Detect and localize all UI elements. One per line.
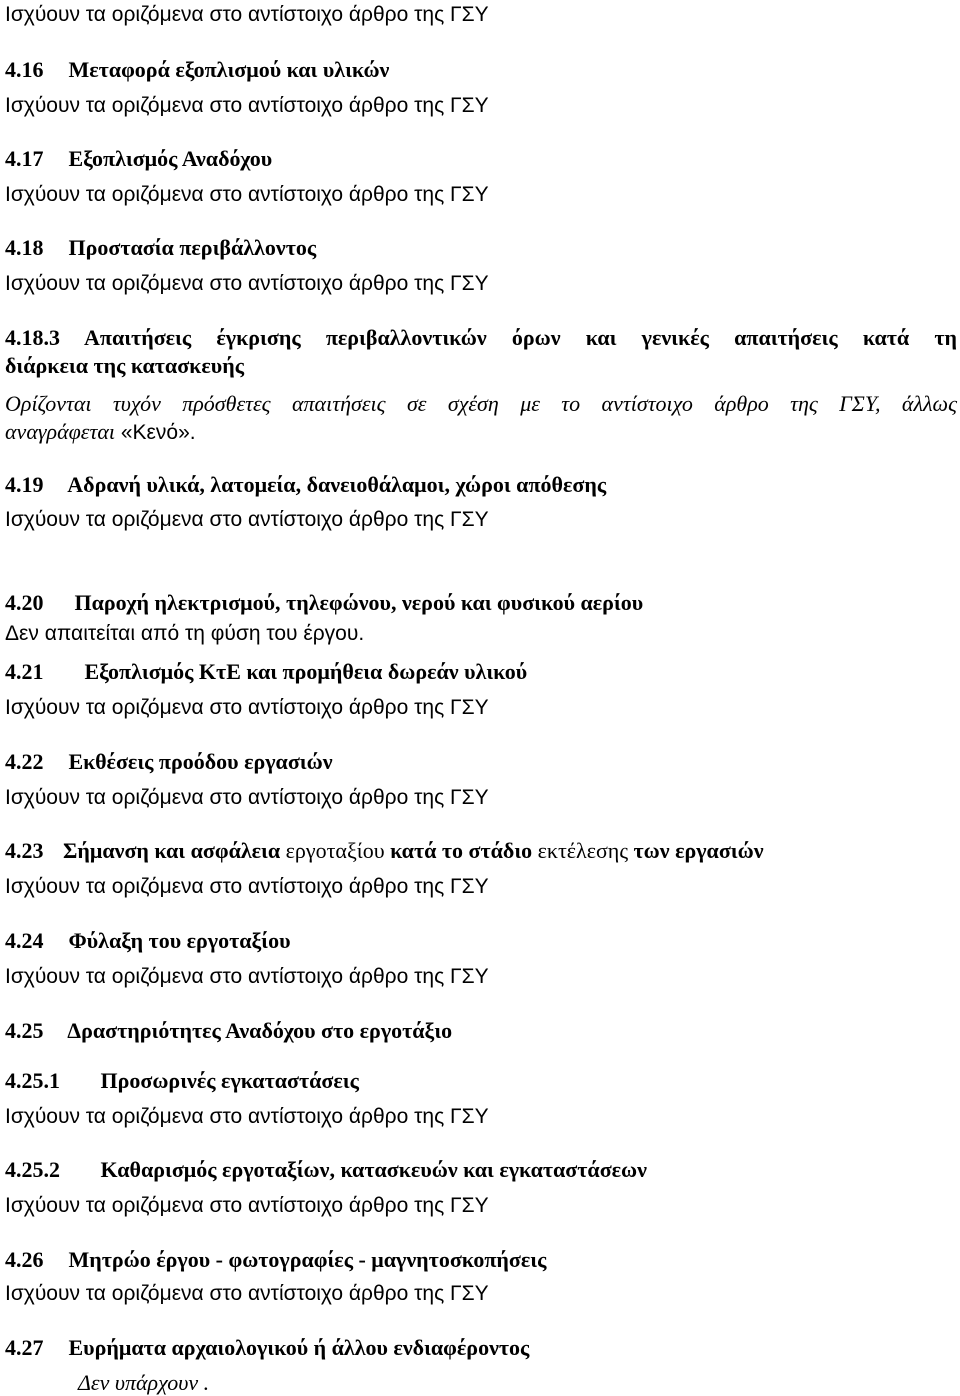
standard-text: Ισχύουν τα οριζόμενα στο αντίστοιχο άρθρο της ΓΣΥ: [5, 1282, 489, 1305]
section-title: Παροχή ηλεκτρισμού, τηλεφώνου, νερού και φυσικού αερίου: [74, 590, 644, 615]
section-heading-4-22: [5, 749, 333, 775]
section-heading-4-26: [5, 1247, 546, 1273]
section-heading-4-16: [5, 57, 389, 83]
section-number: 4.25.1: [5, 1068, 60, 1093]
section-number: 4.25.2: [5, 1157, 60, 1182]
section-title: Μεταφορά εξοπλισμού και υλικών: [68, 57, 390, 82]
section-title: Εξοπλισμός ΚτΕ και προμήθεια δωρεάν υλικού: [84, 659, 528, 684]
section-number: 4.17: [5, 146, 44, 171]
section-title-line-1: Απαιτήσεις έγκρισης περιβαλλοντικών όρων και γενικές απαιτήσεις κατά τη: [84, 325, 957, 350]
section-title-part: των εργασιών: [633, 838, 764, 863]
standard-text: Ισχύουν τα οριζόμενα στο αντίστοιχο άρθρο της ΓΣΥ: [5, 1194, 489, 1217]
standard-text: Ισχύουν τα οριζόμενα στο αντίστοιχο άρθρο της ΓΣΥ: [5, 786, 489, 809]
section-title-part: εργοταξίου: [280, 838, 391, 863]
section-number: 4.23: [5, 838, 44, 863]
section-number: 4.16: [5, 57, 44, 82]
section-heading-4-20: [5, 590, 643, 616]
section-number: 4.25: [5, 1018, 44, 1043]
section-title: Προστασία περιβάλλοντος: [68, 235, 317, 260]
section-title: Αδρανή υλικά, λατομεία, δανειοθάλαμοι, χώροι απόθεσης: [67, 472, 607, 497]
section-heading-4-17: [5, 146, 272, 172]
standard-text: Ισχύουν τα οριζόμενα στο αντίστοιχο άρθρο της ΓΣΥ: [5, 1105, 489, 1128]
section-number: 4.22: [5, 749, 44, 774]
section-heading-4-27: [5, 1335, 529, 1361]
section-heading-4-19: [5, 472, 606, 498]
section-heading-4-23: [5, 838, 764, 864]
section-title: Δραστηριότητες Αναδόχου στο εργοτάξιο: [67, 1018, 453, 1043]
section-note-line-2: [5, 419, 196, 446]
section-title-part: κατά το στάδιο: [390, 838, 533, 863]
section-title: Ευρήματα αρχαιολογικού ή άλλου ενδιαφέροντος: [68, 1335, 530, 1360]
section-title: Μητρώο έργου - φωτογραφίες - μαγνητοσκοπήσεις: [68, 1247, 547, 1272]
standard-text: Ισχύουν τα οριζόμενα στο αντίστοιχο άρθρο της ΓΣΥ: [5, 183, 489, 206]
section-text: Δεν απαιτείται από τη φύση του έργου.: [5, 622, 365, 645]
section-title-line-2: διάρκεια της κατασκευής: [5, 353, 244, 378]
section-number: 4.21: [5, 659, 44, 684]
section-title: Καθαρισμός εργοταξίων, κατασκευών και εγκαταστάσεων: [100, 1157, 647, 1182]
section-heading-4-18: [5, 235, 316, 261]
section-title-part: Σήμανση και ασφάλεια: [63, 838, 281, 863]
section-heading-4-25-1: [5, 1068, 359, 1094]
section-number: 4.18: [5, 235, 44, 260]
section-note-line-1: Ορίζονται τυχόν πρόσθετες απαιτήσεις σε σχέση με το αντίστοιχο άρθρο της ΓΣΥ, άλλως: [5, 391, 957, 416]
section-title: Εκθέσεις προόδου εργασιών: [68, 749, 333, 774]
section-title: Φύλαξη του εργοταξίου: [68, 928, 291, 953]
section-title-part: εκτέλεσης: [532, 838, 634, 863]
section-heading-4-25-2: [5, 1157, 647, 1183]
section-number: 4.19: [5, 472, 44, 497]
section-number: 4.24: [5, 928, 44, 953]
standard-text: Ισχύουν τα οριζόμενα στο αντίστοιχο άρθρο της ΓΣΥ: [5, 965, 489, 988]
section-number: 4.26: [5, 1247, 44, 1272]
section-number: 4.18.3: [5, 325, 60, 350]
section-text: Δεν υπάρχουν .: [78, 1370, 210, 1395]
section-heading-4-18-3: [5, 325, 957, 351]
section-title: Προσωρινές εγκαταστάσεις: [100, 1068, 359, 1093]
standard-text: Ισχύουν τα οριζόμενα στο αντίστοιχο άρθρο της ΓΣΥ: [5, 696, 489, 719]
section-title: Εξοπλισμός Αναδόχου: [68, 146, 273, 171]
standard-text: Ισχύουν τα οριζόμενα στο αντίστοιχο άρθρο της ΓΣΥ: [5, 508, 489, 531]
standard-text: Ισχύουν τα οριζόμενα στο αντίστοιχο άρθρο της ΓΣΥ: [5, 875, 489, 898]
standard-text: Ισχύουν τα οριζόμενα στο αντίστοιχο άρθρο της ΓΣΥ: [5, 94, 489, 117]
section-heading-4-21: [5, 659, 527, 685]
standard-text: Ισχύουν τα οριζόμενα στο αντίστοιχο άρθρο της ΓΣΥ: [5, 3, 489, 26]
section-number: 4.20: [5, 590, 44, 615]
standard-text: Ισχύουν τα οριζόμενα στο αντίστοιχο άρθρο της ΓΣΥ: [5, 272, 489, 295]
note-italic-text: αναγράφεται: [5, 419, 116, 444]
note-placeholder-text: «Κενό».: [115, 421, 196, 444]
section-number: 4.27: [5, 1335, 44, 1360]
section-heading-4-25: [5, 1018, 452, 1044]
section-heading-4-24: [5, 928, 291, 954]
